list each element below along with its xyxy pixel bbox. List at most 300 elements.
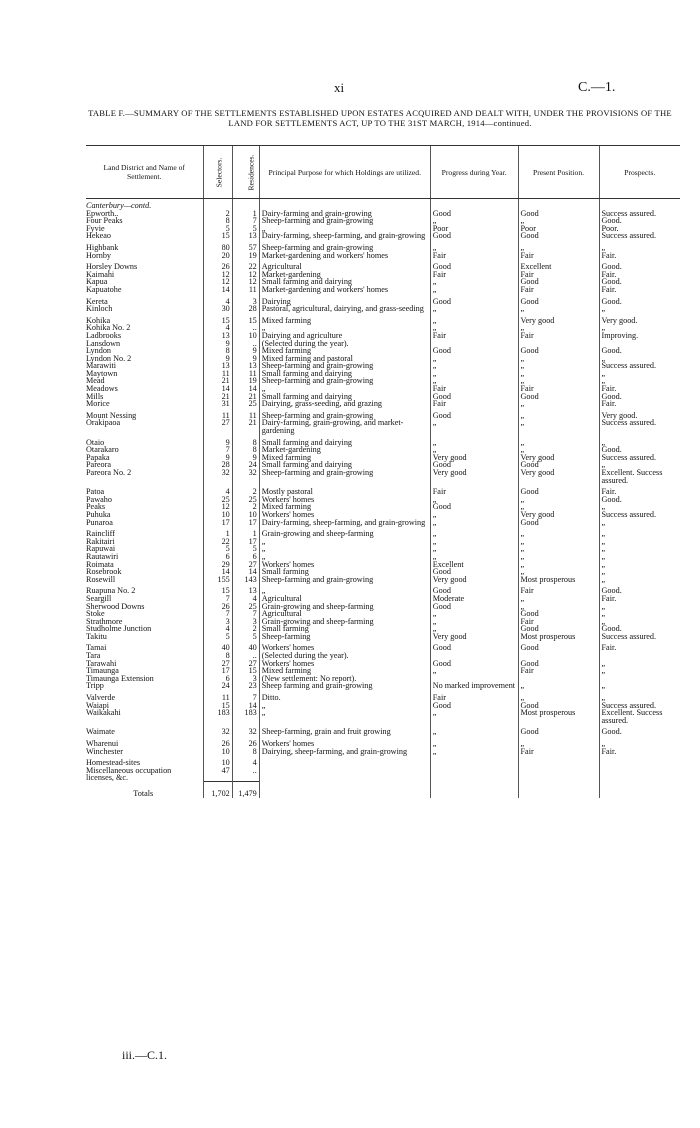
progress: „ <box>430 538 518 546</box>
table-row <box>86 370 680 378</box>
residences-count: 14 <box>232 385 259 393</box>
table-row <box>86 561 680 569</box>
settlement-name: Homestead-sites <box>86 758 141 768</box>
principal-purpose: Sheep-farming and grain-growing <box>259 408 430 420</box>
selectors-count: 13 <box>203 362 232 370</box>
table-row <box>86 618 680 626</box>
table-row <box>86 271 680 279</box>
progress: „ <box>430 545 518 553</box>
residences-count: 7 <box>232 690 259 702</box>
prospects: Good. <box>599 393 680 401</box>
selectors-count: 12 <box>203 278 232 286</box>
selectors-count: 8 <box>203 347 232 355</box>
table-row <box>86 240 680 252</box>
progress: „ <box>430 217 518 225</box>
principal-purpose: Market-gardening and workers' homes <box>259 286 430 294</box>
present-position: „ <box>518 736 599 748</box>
selectors-count: 14 <box>203 568 232 576</box>
prospects: Good. <box>599 583 680 595</box>
settlement-name: Takitu <box>86 631 107 641</box>
settlement-name: Kaimahi <box>86 269 115 279</box>
principal-purpose: Small farming and dairying <box>259 461 430 469</box>
selectors-count: 7 <box>203 610 232 618</box>
table-row <box>86 682 680 690</box>
table-row <box>86 690 680 702</box>
progress: „ <box>430 355 518 363</box>
principal-purpose: „ <box>259 324 430 332</box>
principal-purpose: Sheep-farming and grain-growing <box>259 240 430 252</box>
table-row <box>86 355 680 363</box>
settlement-name: Pareora No. 2 <box>86 468 132 477</box>
selectors-count: 17 <box>203 667 232 675</box>
selectors-count: 26 <box>203 259 232 271</box>
prospects: „ <box>599 610 680 618</box>
table-row <box>86 446 680 454</box>
residences-count: 27 <box>232 660 259 668</box>
principal-purpose: Mixed farming <box>259 503 430 511</box>
progress: „ <box>430 618 518 626</box>
settlement-name: Papaka <box>86 452 110 462</box>
progress: Fair <box>430 252 518 260</box>
residences-count: .. <box>232 324 259 332</box>
principal-purpose: „ <box>259 702 430 710</box>
selectors-count: 30 <box>203 305 232 313</box>
selectors-count: 21 <box>203 393 232 401</box>
residences-count: 5 <box>232 633 259 641</box>
principal-purpose: Dairy-farming, sheep-farming, and grain-growing <box>259 232 430 240</box>
present-position: Good <box>518 660 599 668</box>
col-progress: Progress during Year. <box>430 146 518 199</box>
settlement-name: Maytown <box>86 368 118 378</box>
residences-count: 3 <box>232 618 259 626</box>
principal-purpose: Dairy-farming, grain-growing, and market-gardening <box>259 419 430 434</box>
document-reference: C.—1. <box>578 80 616 95</box>
residences-count: 5 <box>232 225 259 233</box>
settlement-name: Rosebrook <box>86 567 122 577</box>
principal-purpose: Small farming and dairying <box>259 393 430 401</box>
region-label: Canterbury—contd. <box>86 201 152 210</box>
principal-purpose: Agricultural <box>259 610 430 618</box>
residences-count: 14 <box>232 702 259 710</box>
selectors-count: 9 <box>203 435 232 447</box>
progress: „ <box>430 435 518 447</box>
settlement-name: Kohika No. 2 <box>86 323 131 333</box>
settlement-name: Timaunga Extension <box>86 673 154 683</box>
selectors-count: 3 <box>203 618 232 626</box>
prospects: „ <box>599 503 680 511</box>
prospects: „ <box>599 240 680 252</box>
progress: „ <box>430 313 518 325</box>
settlement-name: Epworth.. <box>86 208 119 218</box>
residences-count: 4 <box>232 755 259 767</box>
selectors-count: 1 <box>203 526 232 538</box>
residences-count: 11 <box>232 408 259 420</box>
prospects: Fair. <box>599 400 680 408</box>
residences-count: 21 <box>232 419 259 434</box>
residences-count: 8 <box>232 435 259 447</box>
progress: Good <box>430 461 518 469</box>
prospects: Fair. <box>599 640 680 652</box>
selectors-count: 28 <box>203 461 232 469</box>
progress: Good <box>430 568 518 576</box>
present-position: Good <box>518 610 599 618</box>
col-settlement: Land District and Name of Settlement. <box>86 146 203 199</box>
selectors-count: 183 <box>203 709 232 724</box>
totals-selectors: 1,702 <box>203 782 232 798</box>
present-position: „ <box>518 553 599 561</box>
prospects: „ <box>599 377 680 385</box>
table-row <box>86 583 680 595</box>
principal-purpose: (Selected during the year). <box>259 340 430 348</box>
residences-count: 13 <box>232 362 259 370</box>
progress: Good <box>430 660 518 668</box>
prospects: Excellent. Success assured. <box>599 709 680 724</box>
col-position: Present Position. <box>518 146 599 199</box>
table-row <box>86 362 680 370</box>
prospects: Good. <box>599 625 680 633</box>
selectors-count: 22 <box>203 538 232 546</box>
residences-count: 32 <box>232 469 259 484</box>
selectors-count: 12 <box>203 271 232 279</box>
residences-count: 9 <box>232 355 259 363</box>
settlement-name: Lansdown <box>86 338 121 348</box>
table-title: TABLE F.—SUMMARY OF THE SETTLEMENTS ESTABLISHED UPON ESTATES ACQUIRED AND DEALT WITH, UNDER THE PROVISIONS OF THE LAND FOR SETTLEMENTS ACT, UP TO THE 31ST MARCH, 1914—continued. <box>88 108 672 128</box>
table-row <box>86 553 680 561</box>
progress: „ <box>430 324 518 332</box>
table-row <box>86 526 680 538</box>
present-position: „ <box>518 355 599 363</box>
progress: Good <box>430 294 518 306</box>
settlement-name: Raincliff <box>86 529 115 539</box>
settlement-name: Kohika <box>86 315 111 325</box>
table-row <box>86 259 680 271</box>
prospects: „ <box>599 370 680 378</box>
settlement-name: Tarawahi <box>86 658 117 668</box>
residences-count: 2 <box>232 503 259 511</box>
settlement-name: Roimata <box>86 559 114 569</box>
present-position: Fair <box>518 271 599 279</box>
prospects: „ <box>599 736 680 748</box>
table-row <box>86 435 680 447</box>
table-row <box>86 736 680 748</box>
empty-cell <box>599 782 680 798</box>
present-position: „ <box>518 419 599 434</box>
selectors-count: 14 <box>203 385 232 393</box>
present-position: Fair <box>518 618 599 626</box>
prospects: Fair. <box>599 271 680 279</box>
residences-count: 3 <box>232 675 259 683</box>
selectors-count: 12 <box>203 503 232 511</box>
selectors-count: 15 <box>203 583 232 595</box>
selectors-count: 20 <box>203 252 232 260</box>
residences-count: 17 <box>232 519 259 527</box>
residences-count: 11 <box>232 370 259 378</box>
prospects: „ <box>599 667 680 675</box>
table-row <box>86 633 680 641</box>
principal-purpose: Workers' homes <box>259 640 430 652</box>
selectors-count: 15 <box>203 232 232 240</box>
progress: „ <box>430 667 518 675</box>
settlement-name: Patoa <box>86 487 105 497</box>
principal-purpose: Dairy-farming, sheep-farming, and grain-growing <box>259 519 430 527</box>
prospects <box>599 675 680 683</box>
selectors-count: 26 <box>203 736 232 748</box>
progress: „ <box>430 625 518 633</box>
principal-purpose: „ <box>259 709 430 724</box>
principal-purpose: Dairying <box>259 294 430 306</box>
present-position: Excellent <box>518 259 599 271</box>
present-position: „ <box>518 595 599 603</box>
progress: Fair <box>430 271 518 279</box>
settlement-name: Puhuka <box>86 509 111 519</box>
progress: „ <box>430 377 518 385</box>
settlement-name: Miscellaneous occupation licenses, &c. <box>86 765 172 783</box>
principal-purpose: Mixed farming and pastoral <box>259 355 430 363</box>
selectors-count: 21 <box>203 377 232 385</box>
table-row <box>86 519 680 527</box>
table-row <box>86 454 680 462</box>
residences-count: .. <box>232 767 259 782</box>
selectors-count: 40 <box>203 640 232 652</box>
progress: Fair <box>430 400 518 408</box>
present-position: „ <box>518 324 599 332</box>
settlement-name: Pareora <box>86 460 112 470</box>
present-position: Fair <box>518 286 599 294</box>
progress: Fair <box>430 332 518 340</box>
selectors-count: 4 <box>203 625 232 633</box>
selectors-count: 4 <box>203 324 232 332</box>
progress: „ <box>430 519 518 527</box>
present-position: Most prosperous <box>518 576 599 584</box>
present-position: Very good <box>518 469 599 484</box>
principal-purpose: „ <box>259 583 430 595</box>
prospects <box>599 755 680 767</box>
progress: Poor <box>430 225 518 233</box>
prospects: Success assured. <box>599 210 680 218</box>
selectors-count: 10 <box>203 748 232 756</box>
settlements-table <box>86 145 680 798</box>
present-position: Fair <box>518 385 599 393</box>
progress: „ <box>430 240 518 252</box>
selectors-count: 14 <box>203 286 232 294</box>
principal-purpose: Dairy-farming and grain-growing <box>259 210 430 218</box>
totals-residences: 1,479 <box>232 782 259 798</box>
present-position: Most prosperous <box>518 633 599 641</box>
present-position: Good <box>518 625 599 633</box>
prospects: Good. <box>599 278 680 286</box>
prospects: „ <box>599 324 680 332</box>
principal-purpose: Small farming and dairying <box>259 435 430 447</box>
residences-count: 2 <box>232 484 259 496</box>
principal-purpose: Sheep farming and grain-growing <box>259 682 430 690</box>
settlement-name: Rosewill <box>86 574 116 584</box>
present-position: „ <box>518 496 599 504</box>
present-position: Most prosperous <box>518 709 599 724</box>
selectors-count: 25 <box>203 496 232 504</box>
selectors-count: 47 <box>203 767 232 782</box>
progress: No marked improvement <box>430 682 518 690</box>
table-row <box>86 377 680 385</box>
principal-purpose: Dairying, grass-seeding, and grazing <box>259 400 430 408</box>
settlement-name: Hornby <box>86 250 112 260</box>
present-position <box>518 675 599 683</box>
present-position: Good <box>518 702 599 710</box>
table-row <box>86 393 680 401</box>
settlement-name: Marawiti <box>86 361 117 371</box>
progress: Very good <box>430 633 518 641</box>
residences-count: 1 <box>232 526 259 538</box>
residences-count: 25 <box>232 496 259 504</box>
settlement-name: Waimate <box>86 727 115 737</box>
settlement-name: Tara <box>86 651 101 661</box>
progress: „ <box>430 736 518 748</box>
residences-count: 13 <box>232 583 259 595</box>
settlement-name: Rakitairi <box>86 536 115 546</box>
settlement-name: Ladbrooks <box>86 330 122 340</box>
settlement-name: Punaroa <box>86 517 113 527</box>
prospects: Excellent. Success assured. <box>599 469 680 484</box>
residences-count: 14 <box>232 568 259 576</box>
settlement-name: Kapua <box>86 277 108 287</box>
prospects <box>599 767 680 782</box>
settlement-name: Rautawiri <box>86 551 119 561</box>
residences-count: 13 <box>232 232 259 240</box>
prospects: „ <box>599 568 680 576</box>
prospects: Good. <box>599 496 680 504</box>
present-position: Fair <box>518 748 599 756</box>
footer-signature: iii.—C.1. <box>122 1048 168 1062</box>
present-position: „ <box>518 408 599 420</box>
col-purpose: Principal Purpose for which Holdings are utilized. <box>259 146 430 199</box>
prospects: „ <box>599 519 680 527</box>
settlement-name: Kapuatohe <box>86 284 122 294</box>
present-position: „ <box>518 568 599 576</box>
progress: Good <box>430 210 518 218</box>
present-position <box>518 755 599 767</box>
settlement-name: Winchester <box>86 746 123 756</box>
present-position: Fair <box>518 252 599 260</box>
residences-count: 8 <box>232 748 259 756</box>
principal-purpose: Small farming <box>259 568 430 576</box>
table-row <box>86 210 680 218</box>
progress <box>430 767 518 782</box>
progress: Good <box>430 503 518 511</box>
principal-purpose: Grain-growing and sheep-farming <box>259 603 430 611</box>
prospects: „ <box>599 576 680 584</box>
table-row <box>86 660 680 668</box>
progress: Good <box>430 603 518 611</box>
progress <box>430 755 518 767</box>
settlement-name: Valverde <box>86 693 116 703</box>
settlement-name: Sherwood Downs <box>86 601 145 611</box>
present-position: Good <box>518 232 599 240</box>
progress: „ <box>430 553 518 561</box>
principal-purpose: Sheep-farming and grain-growing <box>259 469 430 484</box>
settlement-name: Rapuwai <box>86 544 116 554</box>
prospects: Good. <box>599 446 680 454</box>
settlement-name: Strathmore <box>86 616 123 626</box>
prospects: „ <box>599 618 680 626</box>
residences-count: 3 <box>232 294 259 306</box>
selectors-count: 9 <box>203 454 232 462</box>
principal-purpose: Mixed farming <box>259 347 430 355</box>
residences-count: 40 <box>232 640 259 652</box>
prospects: Success assured. <box>599 419 680 434</box>
residences-count: 5 <box>232 545 259 553</box>
selectors-count: 29 <box>203 561 232 569</box>
selectors-count: 27 <box>203 419 232 434</box>
table-row <box>86 217 680 225</box>
residences-count: 11 <box>232 286 259 294</box>
selectors-count: 5 <box>203 633 232 641</box>
settlement-name: Peaks <box>86 502 106 512</box>
principal-purpose: „ <box>259 538 430 546</box>
settlement-name: Seargill <box>86 593 112 603</box>
principal-purpose <box>259 755 430 767</box>
table-row <box>86 484 680 496</box>
present-position: „ <box>518 526 599 538</box>
settlement-name: Mills <box>86 391 104 401</box>
table-row <box>86 400 680 408</box>
progress: Good <box>430 408 518 420</box>
table-row <box>86 545 680 553</box>
selectors-count: 4 <box>203 294 232 306</box>
prospects: Good. <box>599 294 680 306</box>
present-position: „ <box>518 690 599 702</box>
prospects: Poor. <box>599 225 680 233</box>
principal-purpose: Workers' homes <box>259 561 430 569</box>
progress: Good <box>430 640 518 652</box>
present-position: „ <box>518 446 599 454</box>
settlement-name: Stoke <box>86 609 105 619</box>
table-row <box>86 340 680 348</box>
progress: „ <box>430 724 518 736</box>
settlement-name: Four Peaks <box>86 216 123 226</box>
table-row <box>86 419 680 434</box>
prospects: Success assured. <box>599 702 680 710</box>
selectors-count: 31 <box>203 400 232 408</box>
prospects: Success assured. <box>599 232 680 240</box>
present-position: Good <box>518 210 599 218</box>
page-number: xi <box>334 80 345 95</box>
residences-count: 143 <box>232 576 259 584</box>
progress: Good <box>430 583 518 595</box>
progress: Fair <box>430 484 518 496</box>
progress: Very good <box>430 576 518 584</box>
principal-purpose: (Selected during the year). <box>259 652 430 660</box>
prospects: Good. <box>599 347 680 355</box>
present-position: Very good <box>518 313 599 325</box>
table-row <box>86 709 680 724</box>
residences-count: 1 <box>232 210 259 218</box>
prospects: Success assured. <box>599 511 680 519</box>
table-row <box>86 232 680 240</box>
prospects: „ <box>599 553 680 561</box>
table-row <box>86 702 680 710</box>
settlement-name: Lyndon No. 2 <box>86 353 132 363</box>
principal-purpose: Sheep-farming and grain-growing <box>259 217 430 225</box>
progress: „ <box>430 610 518 618</box>
residences-count: 15 <box>232 313 259 325</box>
residences-count: 8 <box>232 446 259 454</box>
prospects: Fair. <box>599 385 680 393</box>
prospects: Success assured. <box>599 633 680 641</box>
settlement-name: Horsley Downs <box>86 262 138 272</box>
table-row <box>86 767 680 782</box>
table-row <box>86 603 680 611</box>
present-position: „ <box>518 400 599 408</box>
principal-purpose: Grain-growing and sheep-farming <box>259 618 430 626</box>
